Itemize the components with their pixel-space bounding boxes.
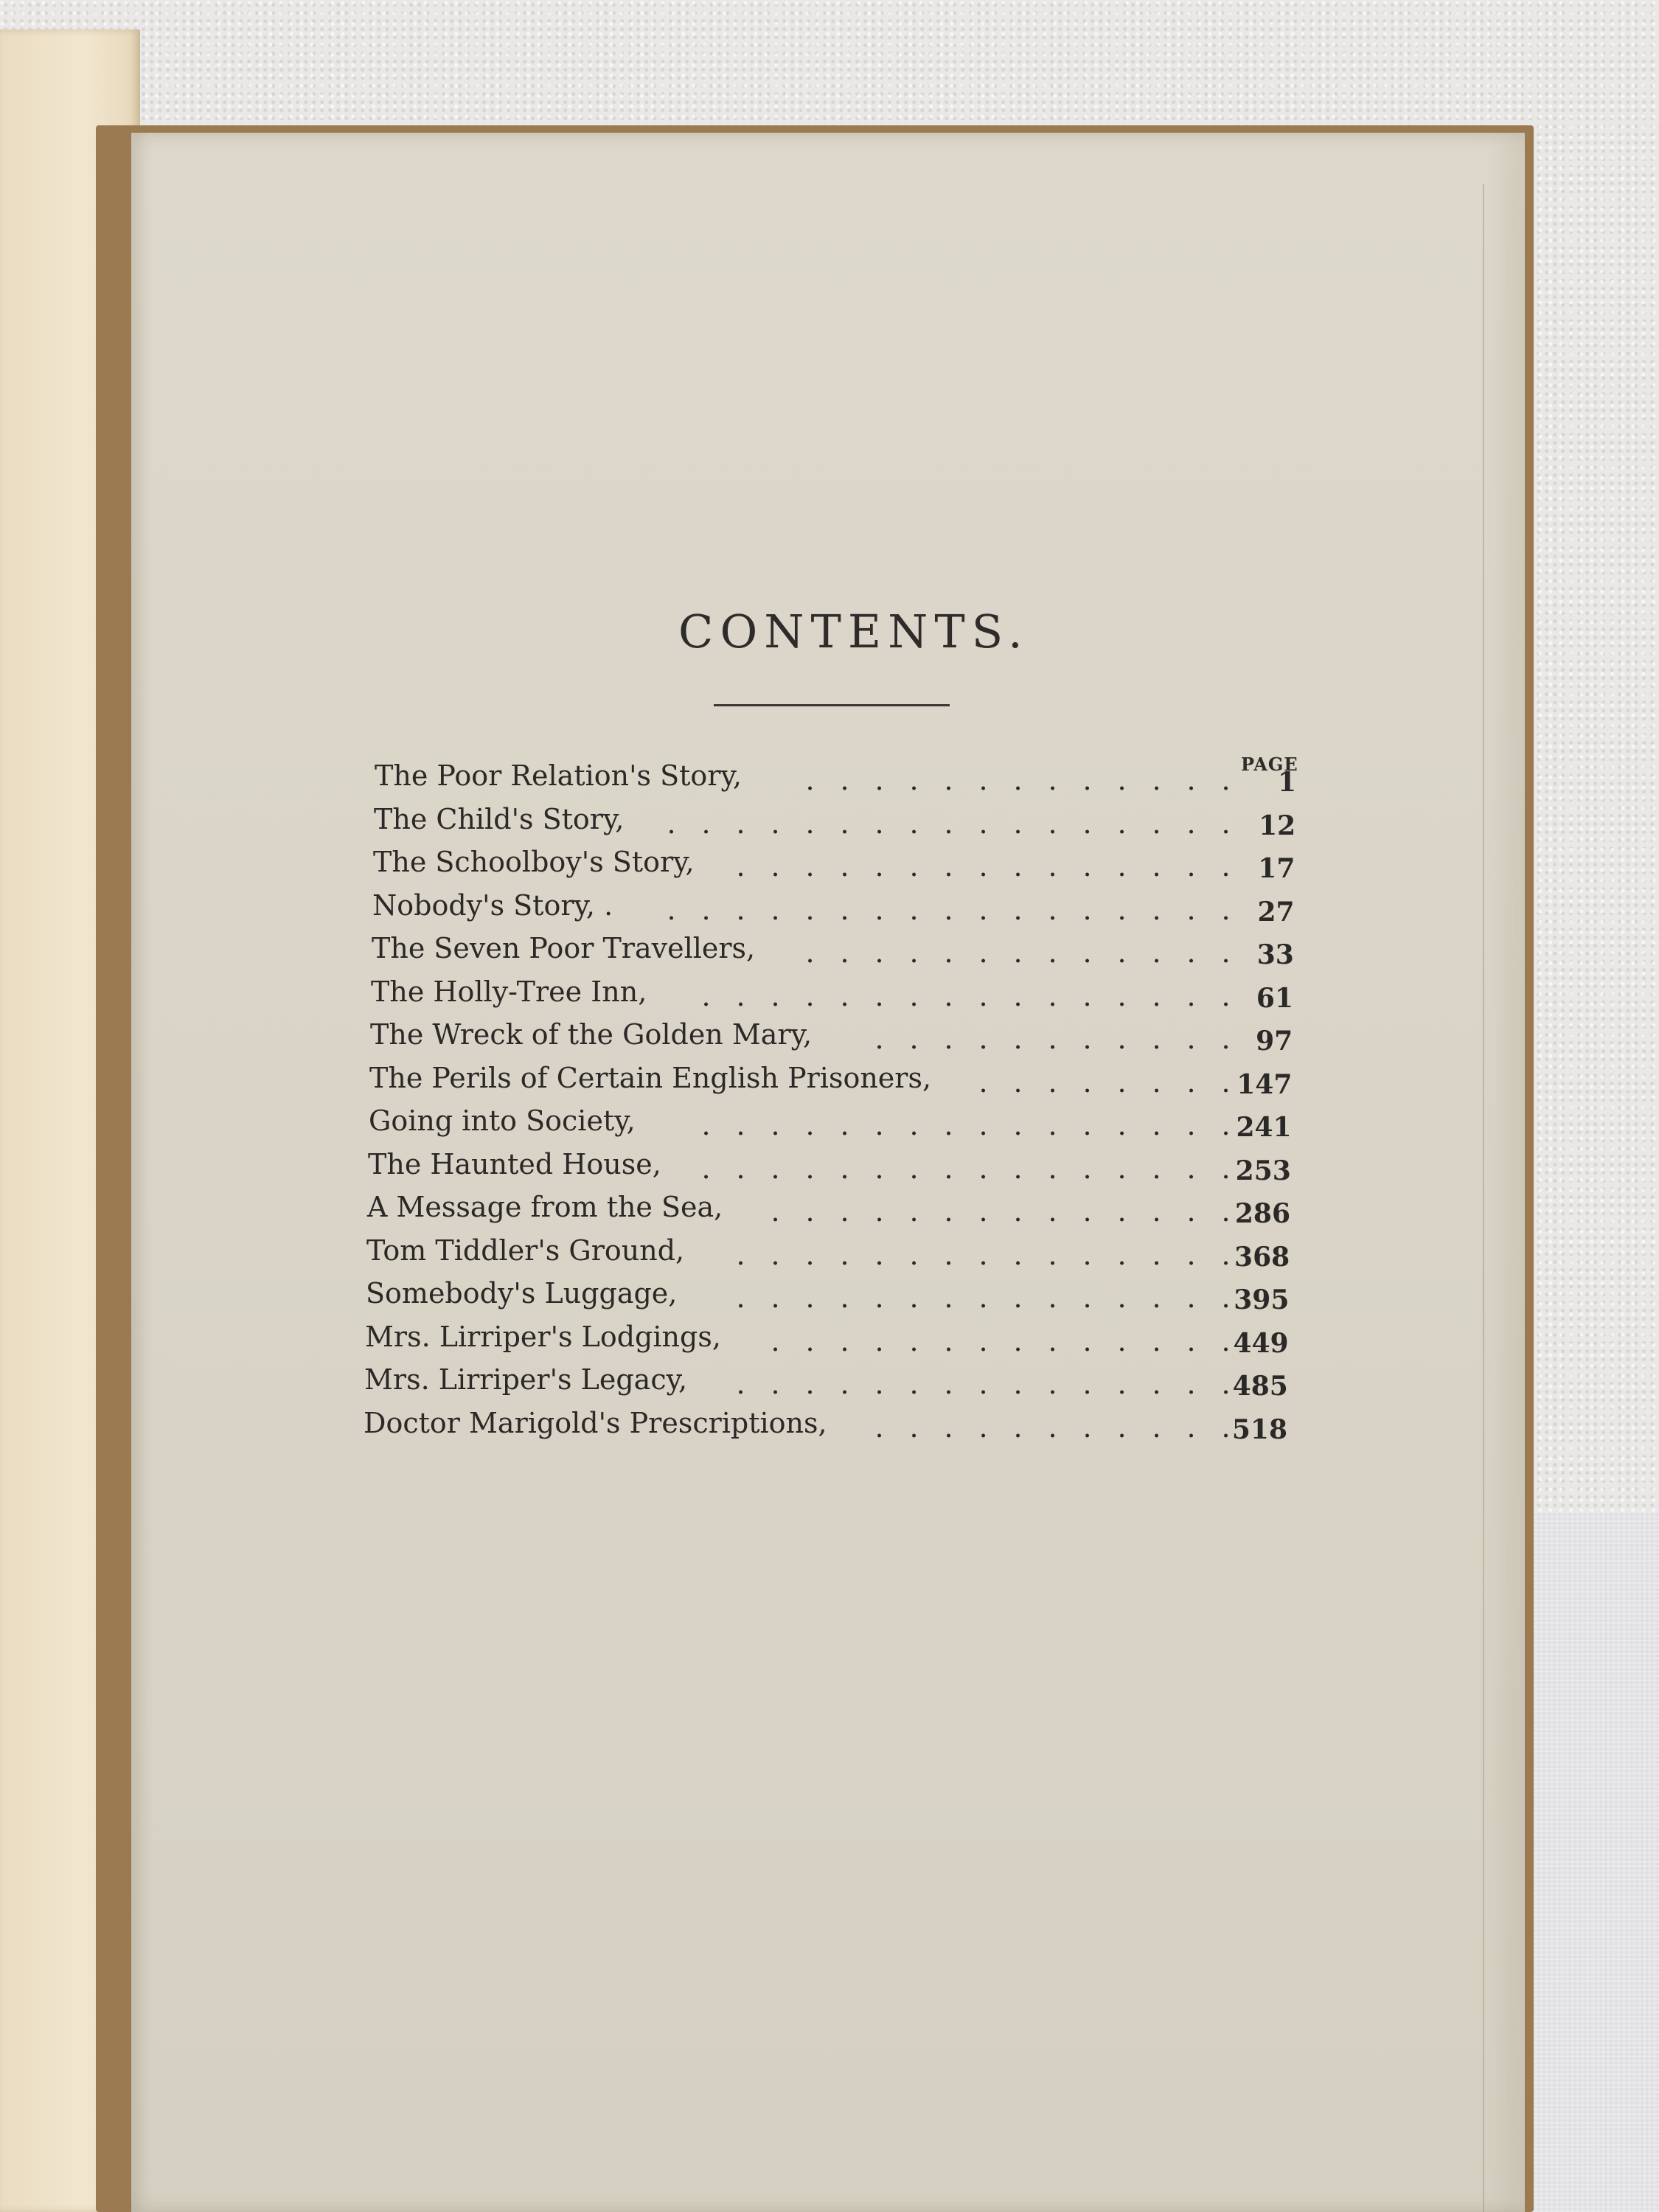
toc-entry (371, 975, 647, 1018)
toc-dot-leader: . . . . . . . . . . . (874, 1023, 1231, 1055)
toc-dot-leader: . . . . . . . . . . . . . . . (736, 1238, 1231, 1271)
toc-dot-leader: . . . . . . . . . . . . . . . . (701, 1109, 1231, 1141)
toc-dot-leader: . . . . . . . . . . . . . . . . . (667, 807, 1231, 840)
toc-entry-title: Going into Society, (369, 1105, 636, 1137)
toc-entry-page-number: 147 (1237, 1068, 1293, 1100)
toc-entry-title: A Message from the Sea, (367, 1191, 723, 1223)
toc-entry-title: Mrs. Lirriper's Lodgings, (365, 1320, 721, 1353)
toc-dot-leader: . . . . . . . . . . . . . . . (736, 1368, 1231, 1400)
page-column-label: PAGE (1241, 754, 1298, 775)
contents-heading: CONTENTS. (678, 605, 1029, 658)
toc-dot-leader: . . . . . . . . (978, 1065, 1231, 1099)
toc-entry-page-number: 61 (1256, 982, 1293, 1014)
toc-entry (366, 1234, 684, 1277)
toc-entry (364, 1363, 687, 1406)
toc-dot-leader: . . . . . . . . . . . (874, 1411, 1231, 1444)
toc-entry (372, 932, 755, 975)
toc-entry-page-number: 1 (1277, 767, 1296, 798)
toc-entry (364, 1407, 827, 1450)
toc-dot-leader: . . . . . . . . . . . . . . . . (701, 1152, 1231, 1185)
toc-entry (374, 803, 624, 846)
toc-entry (366, 1277, 677, 1320)
toc-entry-page-number: 27 (1257, 896, 1295, 928)
toc-entry-title: The Schoolboy's Story, (373, 846, 695, 878)
toc-entry-page-number: 485 (1232, 1371, 1288, 1402)
toc-entry-page-number: 449 (1233, 1327, 1289, 1359)
toc-entry (369, 1062, 931, 1105)
toc-dot-leader: . . . . . . . . . . . . . . (771, 1324, 1231, 1357)
toc-entry (369, 1105, 636, 1147)
toc-entry-page-number: 286 (1234, 1198, 1290, 1229)
toc-dot-leader: . . . . . . . . . . . . . . (771, 1195, 1231, 1228)
toc-entry-title: Somebody's Luggage, (366, 1277, 678, 1310)
toc-entry (372, 889, 613, 932)
toc-dot-leader: . . . . . . . . . . . . . . . . . (667, 893, 1231, 926)
toc-entry (373, 846, 695, 888)
toc-dot-leader: . . . . . . . . . . . . . (805, 936, 1231, 969)
toc-entry (365, 1321, 721, 1363)
toc-entry (367, 1191, 723, 1234)
toc-dot-leader: . . . . . . . . . . . . . . . . (701, 979, 1231, 1012)
toc-entry-page-number: 97 (1256, 1026, 1293, 1057)
toc-entry-page-number: 368 (1234, 1241, 1290, 1273)
toc-entry-page-number: 17 (1258, 853, 1295, 884)
toc-entry (375, 759, 742, 802)
toc-entry-page-number: 253 (1235, 1155, 1291, 1186)
toc-dot-leader: . . . . . . . . . . . . . (805, 764, 1231, 796)
toc-entry-title: The Poor Relation's Story, (375, 759, 742, 792)
toc-entry-page-number: 12 (1259, 810, 1296, 841)
toc-entry-page-number: 33 (1256, 939, 1294, 970)
toc-entry (370, 1018, 812, 1061)
toc-entry-title: The Haunted House, (368, 1147, 661, 1180)
toc-entry-page-number: 395 (1234, 1284, 1290, 1315)
toc-dot-leader: . . . . . . . . . . . . . . . (736, 850, 1231, 883)
toc-entry-title: The Wreck of the Golden Mary, (370, 1018, 813, 1051)
toc-entry-title: The Seven Poor Travellers, (372, 932, 756, 964)
toc-entry (368, 1148, 661, 1191)
toc-entry-title: Tom Tiddler's Ground, (366, 1234, 685, 1267)
toc-entry-page-number: 518 (1231, 1413, 1287, 1445)
toc-entry-title: Mrs. Lirriper's Legacy, (364, 1363, 688, 1396)
table-of-contents (131, 133, 1525, 2212)
book-page (131, 133, 1525, 2212)
toc-entry-title: Nobody's Story, . (372, 888, 613, 922)
toc-entry-title: The Child's Story, (374, 802, 625, 835)
toc-entry-title: Doctor Marigold's Prescriptions, (364, 1406, 827, 1439)
toc-entry-title: The Holly-Tree Inn, (371, 975, 647, 1008)
toc-entry-page-number: 241 (1236, 1112, 1292, 1143)
toc-dot-leader: . . . . . . . . . . . . . . . (736, 1281, 1231, 1314)
toc-entry-title: The Perils of Certain English Prisoners, (369, 1061, 932, 1094)
